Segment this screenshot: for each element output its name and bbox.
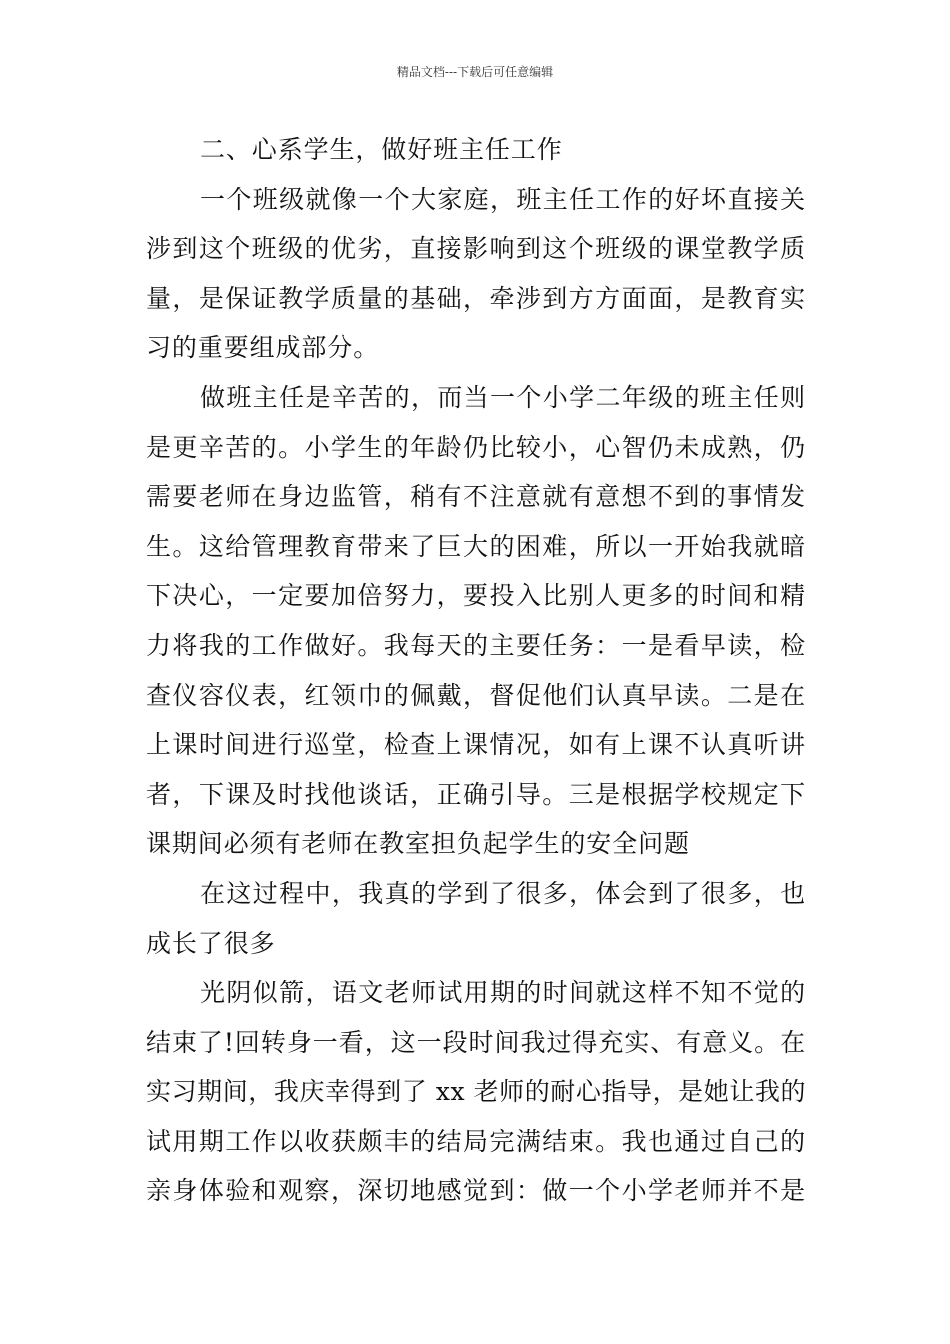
text-line: 涉到这个班级的优劣，直接影响到这个班级的课堂教学质 — [146, 234, 806, 264]
text-line: 结束了!回转身一看，这一段时间我过得充实、有意义。在 — [146, 1027, 806, 1057]
text-line: 需要老师在身边监管，稍有不注意就有意想不到的事情发 — [146, 482, 806, 512]
text-line: 上课时间进行巡堂，检查上课情况，如有上课不认真听讲 — [146, 730, 806, 760]
text-line: 二、心系学生，做好班主任工作 — [200, 135, 563, 164]
text-line: 者，下课及时找他谈话，正确引导。三是根据学校规定下 — [146, 779, 806, 809]
text-line: 力将我的工作做好。我每天的主要任务：一是看早读，检 — [146, 630, 806, 660]
text-line: 查仪容仪表，红领巾的佩戴，督促他们认真早读。二是在 — [146, 680, 806, 710]
text-line: 光阴似箭，语文老师试用期的时间就这样不知不觉的 — [200, 978, 806, 1008]
text-line: 是更辛苦的。小学生的年龄仍比较小，心智仍未成熟，仍 — [146, 432, 806, 462]
text-line: 课期间必须有老师在教室担负起学生的安全问题 — [146, 829, 690, 859]
text-line: 试用期工作以收获颇丰的结局完满结束。我也通过自己的 — [146, 1126, 806, 1156]
text-line: 做班主任是辛苦的，而当一个小学二年级的班主任则 — [200, 382, 806, 412]
text-line: 量，是保证教学质量的基础，牵涉到方方面面，是教育实 — [146, 283, 806, 313]
text-line: 成长了很多 — [146, 928, 276, 958]
text-line: 亲身体验和观察，深切地感觉到：做一个小学老师并不是 — [146, 1176, 806, 1206]
text-line: 在这过程中，我真的学到了很多，体会到了很多，也 — [200, 878, 806, 908]
text-line: 下决心，一定要加倍努力，要投入比别人更多的时间和精 — [146, 581, 806, 611]
text-line: 生。这给管理教育带来了巨大的困难，所以一开始我就暗 — [146, 531, 806, 561]
text-line: 一个班级就像一个大家庭，班主任工作的好坏直接关 — [200, 184, 806, 214]
text-line: 实习期间，我庆幸得到了 xx 老师的耐心指导，是她让我的 — [146, 1077, 806, 1107]
document-body — [146, 125, 806, 1216]
page-header: 精品文档---下载后可任意编辑 — [396, 65, 554, 79]
text-line: 习的重要组成部分。 — [146, 333, 380, 363]
